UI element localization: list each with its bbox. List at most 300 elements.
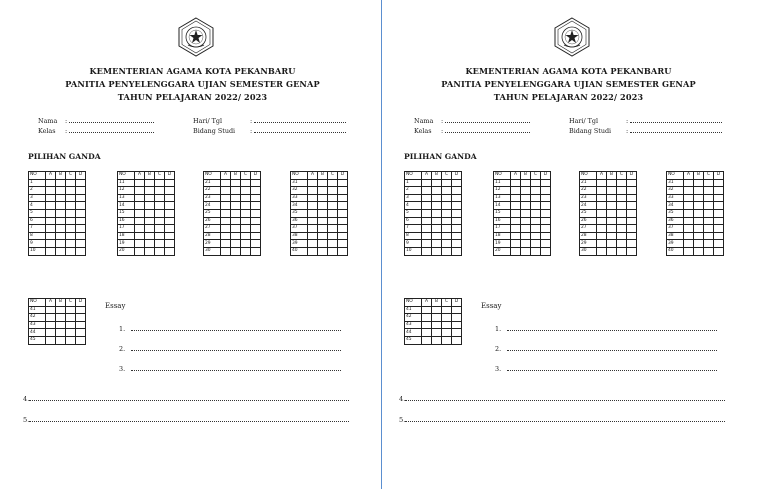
answer-cell[interactable]: [694, 232, 704, 240]
answer-cell[interactable]: [452, 187, 462, 195]
answer-cell[interactable]: [165, 225, 175, 233]
answer-cell[interactable]: [704, 179, 714, 187]
essay-item[interactable]: [119, 325, 341, 333]
answer-cell[interactable]: [308, 217, 318, 225]
answer-cell[interactable]: [531, 187, 541, 195]
answer-cell[interactable]: [66, 209, 76, 217]
answer-cell[interactable]: [511, 225, 521, 233]
answer-cell[interactable]: [684, 194, 694, 202]
answer-cell[interactable]: [231, 232, 241, 240]
answer-cell[interactable]: [56, 217, 66, 225]
answer-cell[interactable]: [597, 179, 607, 187]
answer-cell[interactable]: [511, 187, 521, 195]
answer-cell[interactable]: [318, 225, 328, 233]
answer-cell[interactable]: [597, 194, 607, 202]
answer-cell[interactable]: [442, 187, 452, 195]
answer-cell[interactable]: [442, 247, 452, 255]
answer-cell[interactable]: [432, 329, 442, 337]
answer-cell[interactable]: [165, 209, 175, 217]
answer-cell[interactable]: [46, 202, 56, 210]
answer-cell[interactable]: [46, 329, 56, 337]
answer-cell[interactable]: [432, 232, 442, 240]
answer-cell[interactable]: [442, 194, 452, 202]
answer-cell[interactable]: [531, 202, 541, 210]
answer-cell[interactable]: [531, 247, 541, 255]
answer-cell[interactable]: [135, 240, 145, 248]
answer-cell[interactable]: [714, 240, 724, 248]
answer-cell[interactable]: [241, 187, 251, 195]
kelas-field[interactable]: [414, 127, 530, 135]
answer-cell[interactable]: [452, 306, 462, 314]
answer-cell[interactable]: [714, 232, 724, 240]
answer-cell[interactable]: [145, 247, 155, 255]
answer-cell[interactable]: [597, 217, 607, 225]
answer-cell[interactable]: [607, 179, 617, 187]
answer-cell[interactable]: [511, 202, 521, 210]
answer-cell[interactable]: [442, 329, 452, 337]
answer-cell[interactable]: [617, 232, 627, 240]
answer-cell[interactable]: [155, 232, 165, 240]
answer-cell[interactable]: [617, 225, 627, 233]
answer-cell[interactable]: [704, 209, 714, 217]
answer-cell[interactable]: [422, 225, 432, 233]
answer-cell[interactable]: [511, 209, 521, 217]
answer-cell[interactable]: [422, 187, 432, 195]
answer-cell[interactable]: [135, 232, 145, 240]
bidang-studi-field[interactable]: [193, 127, 346, 135]
answer-cell[interactable]: [56, 314, 66, 322]
answer-cell[interactable]: [318, 194, 328, 202]
answer-cell[interactable]: [422, 240, 432, 248]
bidang-studi-field[interactable]: [569, 127, 722, 135]
answer-cell[interactable]: [145, 225, 155, 233]
answer-cell[interactable]: [607, 225, 617, 233]
nama-field[interactable]: [38, 117, 154, 125]
answer-cell[interactable]: [597, 232, 607, 240]
answer-cell[interactable]: [422, 217, 432, 225]
answer-cell[interactable]: [56, 306, 66, 314]
answer-cell[interactable]: [328, 202, 338, 210]
answer-cell[interactable]: [541, 209, 551, 217]
answer-cell[interactable]: [241, 217, 251, 225]
answer-cell[interactable]: [46, 187, 56, 195]
answer-cell[interactable]: [627, 225, 637, 233]
answer-cell[interactable]: [432, 306, 442, 314]
answer-cell[interactable]: [714, 187, 724, 195]
answer-cell[interactable]: [56, 202, 66, 210]
answer-cell[interactable]: [521, 232, 531, 240]
answer-cell[interactable]: [221, 217, 231, 225]
answer-cell[interactable]: [442, 336, 452, 344]
answer-cell[interactable]: [597, 225, 607, 233]
answer-cell[interactable]: [76, 321, 86, 329]
answer-cell[interactable]: [135, 179, 145, 187]
answer-cell[interactable]: [165, 179, 175, 187]
answer-cell[interactable]: [46, 179, 56, 187]
answer-cell[interactable]: [422, 336, 432, 344]
answer-cell[interactable]: [442, 306, 452, 314]
answer-cell[interactable]: [308, 209, 318, 217]
answer-cell[interactable]: [531, 179, 541, 187]
answer-cell[interactable]: [627, 217, 637, 225]
answer-cell[interactable]: [694, 240, 704, 248]
answer-cell[interactable]: [66, 225, 76, 233]
answer-cell[interactable]: [241, 225, 251, 233]
answer-cell[interactable]: [66, 321, 76, 329]
answer-cell[interactable]: [308, 194, 318, 202]
answer-cell[interactable]: [432, 209, 442, 217]
answer-cell[interactable]: [338, 247, 348, 255]
answer-cell[interactable]: [76, 194, 86, 202]
answer-cell[interactable]: [338, 209, 348, 217]
answer-cell[interactable]: [597, 247, 607, 255]
answer-cell[interactable]: [521, 240, 531, 248]
answer-cell[interactable]: [66, 232, 76, 240]
answer-cell[interactable]: [452, 240, 462, 248]
answer-cell[interactable]: [684, 217, 694, 225]
answer-cell[interactable]: [145, 209, 155, 217]
answer-cell[interactable]: [308, 247, 318, 255]
answer-cell[interactable]: [56, 187, 66, 195]
answer-cell[interactable]: [684, 202, 694, 210]
answer-cell[interactable]: [145, 240, 155, 248]
answer-cell[interactable]: [241, 232, 251, 240]
answer-cell[interactable]: [155, 247, 165, 255]
answer-cell[interactable]: [617, 209, 627, 217]
answer-cell[interactable]: [56, 179, 66, 187]
answer-cell[interactable]: [452, 202, 462, 210]
answer-cell[interactable]: [452, 179, 462, 187]
answer-cell[interactable]: [328, 187, 338, 195]
answer-cell[interactable]: [76, 247, 86, 255]
answer-cell[interactable]: [76, 336, 86, 344]
answer-cell[interactable]: [541, 194, 551, 202]
answer-cell[interactable]: [66, 247, 76, 255]
answer-cell[interactable]: [511, 217, 521, 225]
answer-cell[interactable]: [531, 240, 541, 248]
answer-cell[interactable]: [442, 202, 452, 210]
answer-cell[interactable]: [511, 194, 521, 202]
answer-cell[interactable]: [694, 202, 704, 210]
answer-cell[interactable]: [422, 232, 432, 240]
answer-cell[interactable]: [165, 232, 175, 240]
answer-cell[interactable]: [531, 217, 541, 225]
answer-cell[interactable]: [46, 247, 56, 255]
answer-cell[interactable]: [694, 179, 704, 187]
answer-cell[interactable]: [145, 232, 155, 240]
answer-cell[interactable]: [155, 194, 165, 202]
answer-cell[interactable]: [155, 209, 165, 217]
answer-cell[interactable]: [714, 247, 724, 255]
answer-cell[interactable]: [432, 217, 442, 225]
answer-cell[interactable]: [251, 217, 261, 225]
answer-cell[interactable]: [318, 179, 328, 187]
answer-cell[interactable]: [338, 187, 348, 195]
answer-cell[interactable]: [231, 194, 241, 202]
answer-cell[interactable]: [46, 314, 56, 322]
answer-cell[interactable]: [66, 314, 76, 322]
answer-cell[interactable]: [432, 194, 442, 202]
answer-cell[interactable]: [541, 179, 551, 187]
answer-cell[interactable]: [541, 240, 551, 248]
answer-cell[interactable]: [452, 232, 462, 240]
answer-cell[interactable]: [541, 225, 551, 233]
answer-cell[interactable]: [221, 179, 231, 187]
answer-cell[interactable]: [714, 202, 724, 210]
answer-cell[interactable]: [432, 179, 442, 187]
answer-cell[interactable]: [521, 209, 531, 217]
answer-cell[interactable]: [607, 187, 617, 195]
answer-cell[interactable]: [145, 187, 155, 195]
answer-cell[interactable]: [66, 187, 76, 195]
answer-cell[interactable]: [328, 179, 338, 187]
answer-cell[interactable]: [422, 179, 432, 187]
answer-cell[interactable]: [432, 247, 442, 255]
answer-cell[interactable]: [56, 194, 66, 202]
answer-cell[interactable]: [46, 217, 56, 225]
answer-cell[interactable]: [155, 240, 165, 248]
answer-cell[interactable]: [704, 240, 714, 248]
answer-cell[interactable]: [328, 217, 338, 225]
answer-cell[interactable]: [56, 240, 66, 248]
answer-cell[interactable]: [617, 202, 627, 210]
answer-cell[interactable]: [76, 202, 86, 210]
answer-cell[interactable]: [328, 240, 338, 248]
answer-cell[interactable]: [76, 240, 86, 248]
answer-cell[interactable]: [704, 247, 714, 255]
answer-cell[interactable]: [704, 232, 714, 240]
answer-cell[interactable]: [531, 225, 541, 233]
answer-cell[interactable]: [308, 187, 318, 195]
answer-cell[interactable]: [607, 209, 617, 217]
answer-cell[interactable]: [56, 336, 66, 344]
answer-cell[interactable]: [684, 232, 694, 240]
answer-cell[interactable]: [694, 194, 704, 202]
answer-cell[interactable]: [318, 202, 328, 210]
answer-cell[interactable]: [694, 209, 704, 217]
answer-cell[interactable]: [135, 247, 145, 255]
answer-cell[interactable]: [251, 194, 261, 202]
answer-cell[interactable]: [432, 187, 442, 195]
answer-cell[interactable]: [165, 187, 175, 195]
answer-cell[interactable]: [714, 209, 724, 217]
answer-cell[interactable]: [231, 202, 241, 210]
answer-cell[interactable]: [541, 202, 551, 210]
answer-cell[interactable]: [66, 202, 76, 210]
answer-cell[interactable]: [135, 217, 145, 225]
hari-tgl-field[interactable]: [193, 117, 346, 125]
answer-cell[interactable]: [251, 202, 261, 210]
answer-cell[interactable]: [714, 179, 724, 187]
answer-cell[interactable]: [694, 187, 704, 195]
answer-cell[interactable]: [627, 194, 637, 202]
answer-cell[interactable]: [135, 225, 145, 233]
answer-cell[interactable]: [704, 194, 714, 202]
answer-cell[interactable]: [241, 247, 251, 255]
answer-cell[interactable]: [432, 225, 442, 233]
answer-cell[interactable]: [684, 225, 694, 233]
answer-cell[interactable]: [231, 179, 241, 187]
answer-cell[interactable]: [607, 202, 617, 210]
answer-cell[interactable]: [221, 187, 231, 195]
answer-cell[interactable]: [432, 240, 442, 248]
answer-cell[interactable]: [328, 247, 338, 255]
answer-cell[interactable]: [231, 247, 241, 255]
answer-cell[interactable]: [511, 179, 521, 187]
answer-cell[interactable]: [76, 209, 86, 217]
answer-cell[interactable]: [66, 217, 76, 225]
answer-cell[interactable]: [66, 194, 76, 202]
answer-cell[interactable]: [684, 240, 694, 248]
answer-cell[interactable]: [521, 247, 531, 255]
essay-item[interactable]: [23, 395, 349, 403]
answer-cell[interactable]: [241, 202, 251, 210]
nama-field[interactable]: [414, 117, 530, 125]
answer-cell[interactable]: [251, 187, 261, 195]
answer-cell[interactable]: [442, 217, 452, 225]
answer-cell[interactable]: [442, 225, 452, 233]
answer-cell[interactable]: [541, 232, 551, 240]
answer-cell[interactable]: [511, 247, 521, 255]
answer-cell[interactable]: [308, 232, 318, 240]
answer-cell[interactable]: [165, 202, 175, 210]
answer-cell[interactable]: [452, 321, 462, 329]
answer-cell[interactable]: [607, 217, 617, 225]
answer-cell[interactable]: [155, 179, 165, 187]
answer-cell[interactable]: [66, 336, 76, 344]
answer-cell[interactable]: [694, 225, 704, 233]
answer-cell[interactable]: [597, 240, 607, 248]
answer-cell[interactable]: [617, 187, 627, 195]
answer-cell[interactable]: [338, 202, 348, 210]
answer-cell[interactable]: [66, 306, 76, 314]
answer-cell[interactable]: [46, 321, 56, 329]
answer-cell[interactable]: [422, 314, 432, 322]
essay-item[interactable]: [23, 416, 349, 424]
answer-cell[interactable]: [155, 217, 165, 225]
answer-cell[interactable]: [714, 217, 724, 225]
answer-cell[interactable]: [442, 209, 452, 217]
answer-cell[interactable]: [76, 187, 86, 195]
answer-cell[interactable]: [452, 336, 462, 344]
answer-cell[interactable]: [442, 232, 452, 240]
answer-cell[interactable]: [308, 202, 318, 210]
answer-cell[interactable]: [704, 202, 714, 210]
answer-cell[interactable]: [165, 194, 175, 202]
kelas-field[interactable]: [38, 127, 154, 135]
answer-cell[interactable]: [328, 194, 338, 202]
answer-cell[interactable]: [627, 202, 637, 210]
answer-cell[interactable]: [231, 240, 241, 248]
answer-cell[interactable]: [684, 179, 694, 187]
answer-cell[interactable]: [338, 179, 348, 187]
answer-cell[interactable]: [452, 194, 462, 202]
answer-cell[interactable]: [155, 202, 165, 210]
answer-cell[interactable]: [241, 179, 251, 187]
answer-cell[interactable]: [328, 209, 338, 217]
answer-cell[interactable]: [56, 225, 66, 233]
answer-cell[interactable]: [597, 187, 607, 195]
answer-cell[interactable]: [318, 240, 328, 248]
answer-cell[interactable]: [597, 202, 607, 210]
answer-cell[interactable]: [155, 225, 165, 233]
answer-cell[interactable]: [617, 240, 627, 248]
answer-cell[interactable]: [432, 314, 442, 322]
answer-cell[interactable]: [338, 240, 348, 248]
answer-cell[interactable]: [251, 247, 261, 255]
answer-cell[interactable]: [145, 202, 155, 210]
answer-cell[interactable]: [422, 202, 432, 210]
answer-cell[interactable]: [145, 179, 155, 187]
answer-cell[interactable]: [56, 209, 66, 217]
answer-cell[interactable]: [541, 247, 551, 255]
answer-cell[interactable]: [627, 209, 637, 217]
answer-cell[interactable]: [422, 209, 432, 217]
answer-cell[interactable]: [46, 209, 56, 217]
answer-cell[interactable]: [135, 194, 145, 202]
answer-cell[interactable]: [318, 247, 328, 255]
answer-cell[interactable]: [66, 329, 76, 337]
answer-cell[interactable]: [76, 232, 86, 240]
answer-cell[interactable]: [422, 321, 432, 329]
answer-cell[interactable]: [442, 179, 452, 187]
answer-cell[interactable]: [318, 187, 328, 195]
essay-item[interactable]: [495, 345, 717, 353]
answer-cell[interactable]: [442, 321, 452, 329]
answer-cell[interactable]: [165, 240, 175, 248]
answer-cell[interactable]: [422, 306, 432, 314]
answer-cell[interactable]: [432, 321, 442, 329]
answer-cell[interactable]: [607, 247, 617, 255]
answer-cell[interactable]: [452, 314, 462, 322]
answer-cell[interactable]: [452, 209, 462, 217]
answer-cell[interactable]: [241, 209, 251, 217]
answer-cell[interactable]: [531, 194, 541, 202]
answer-cell[interactable]: [221, 225, 231, 233]
answer-cell[interactable]: [46, 336, 56, 344]
answer-cell[interactable]: [704, 187, 714, 195]
answer-cell[interactable]: [165, 217, 175, 225]
answer-cell[interactable]: [76, 217, 86, 225]
answer-cell[interactable]: [251, 225, 261, 233]
answer-cell[interactable]: [221, 240, 231, 248]
answer-cell[interactable]: [76, 329, 86, 337]
answer-cell[interactable]: [452, 247, 462, 255]
answer-cell[interactable]: [338, 232, 348, 240]
answer-cell[interactable]: [607, 194, 617, 202]
answer-cell[interactable]: [521, 194, 531, 202]
answer-cell[interactable]: [531, 232, 541, 240]
answer-cell[interactable]: [627, 240, 637, 248]
answer-cell[interactable]: [308, 240, 318, 248]
answer-cell[interactable]: [46, 194, 56, 202]
answer-cell[interactable]: [231, 209, 241, 217]
answer-cell[interactable]: [46, 225, 56, 233]
answer-cell[interactable]: [46, 306, 56, 314]
answer-cell[interactable]: [521, 217, 531, 225]
answer-cell[interactable]: [56, 247, 66, 255]
answer-cell[interactable]: [714, 225, 724, 233]
essay-item[interactable]: [119, 345, 341, 353]
answer-cell[interactable]: [422, 194, 432, 202]
answer-cell[interactable]: [241, 194, 251, 202]
answer-cell[interactable]: [684, 209, 694, 217]
answer-cell[interactable]: [617, 179, 627, 187]
answer-cell[interactable]: [308, 179, 318, 187]
answer-cell[interactable]: [76, 314, 86, 322]
answer-cell[interactable]: [308, 225, 318, 233]
answer-cell[interactable]: [251, 209, 261, 217]
